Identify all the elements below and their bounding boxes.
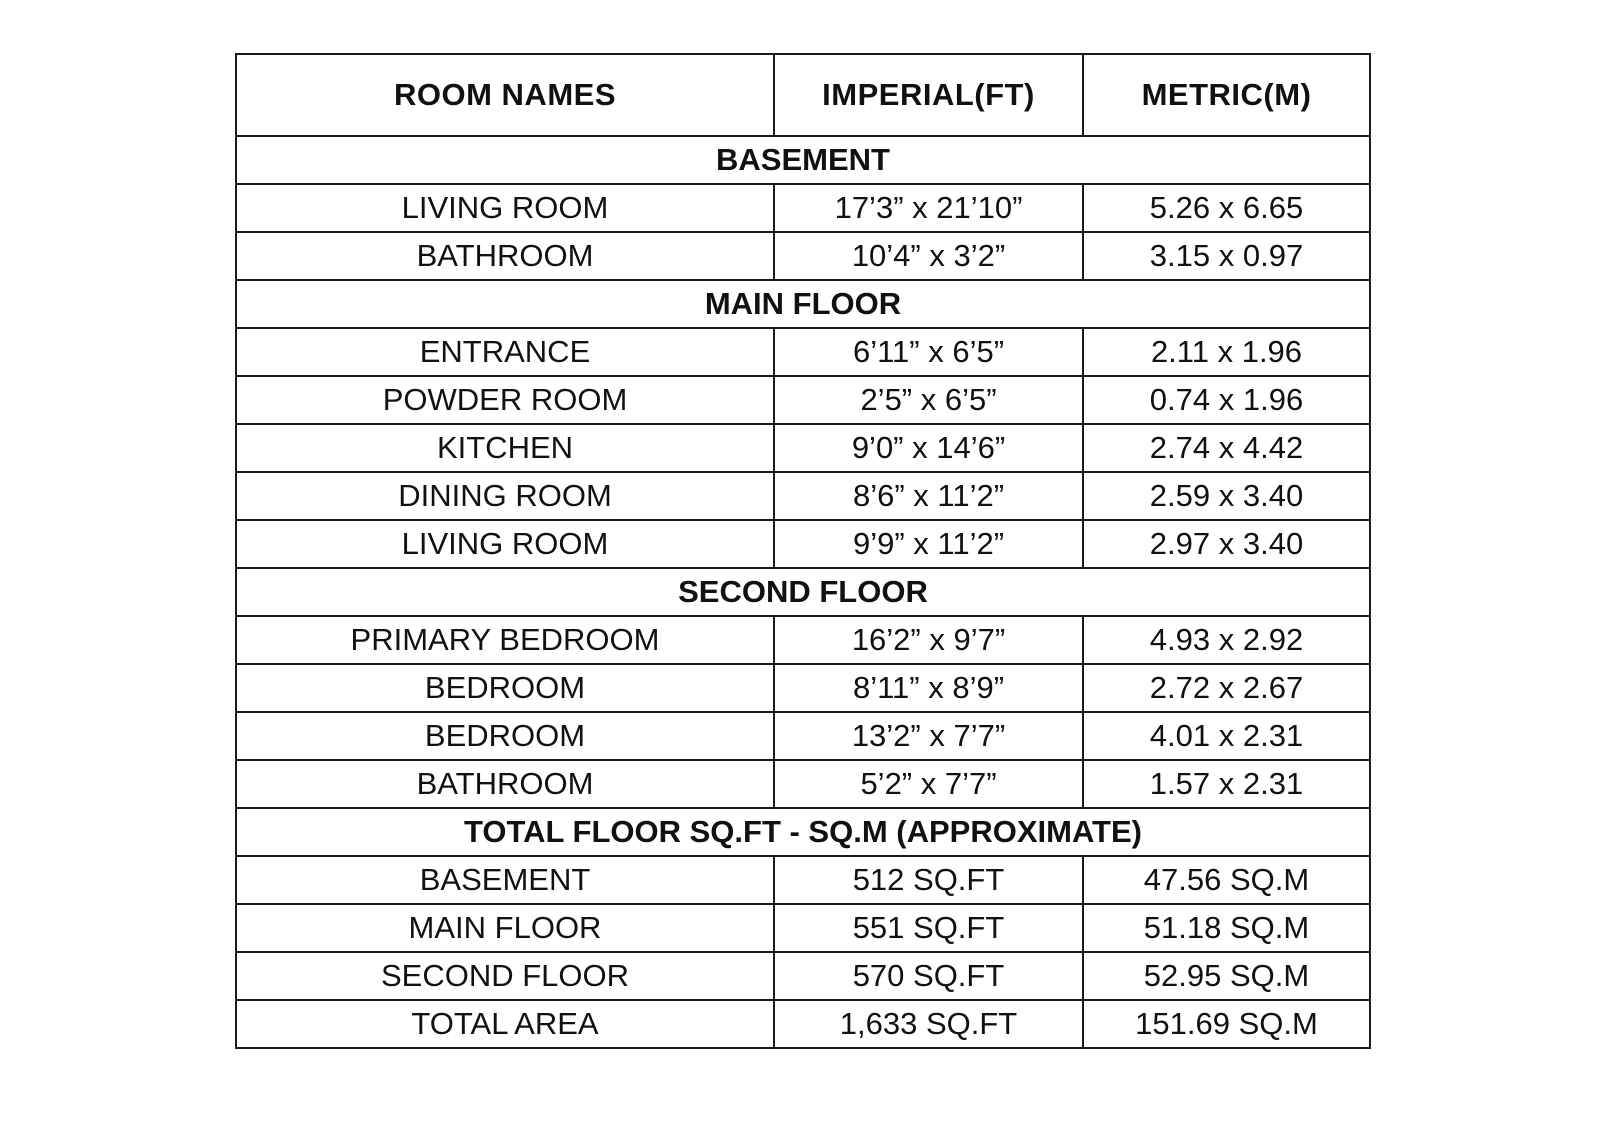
table-row — [236, 472, 1370, 520]
room-name-cell: LIVING ROOM — [236, 520, 774, 568]
metric-cell: 0.74 x 1.96 — [1083, 376, 1370, 424]
table-row — [236, 616, 1370, 664]
metric-cell: 52.95 SQ.M — [1083, 952, 1370, 1000]
table-row — [236, 856, 1370, 904]
room-name-cell: BASEMENT — [236, 856, 774, 904]
metric-cell: 4.93 x 2.92 — [1083, 616, 1370, 664]
imperial-cell: 551 SQ.FT — [774, 904, 1083, 952]
room-name-cell: KITCHEN — [236, 424, 774, 472]
header-metric: METRIC(M) — [1083, 54, 1370, 136]
metric-cell: 151.69 SQ.M — [1083, 1000, 1370, 1048]
imperial-cell: 6’11” x 6’5” — [774, 328, 1083, 376]
imperial-cell: 16’2” x 9’7” — [774, 616, 1083, 664]
metric-cell: 2.72 x 2.67 — [1083, 664, 1370, 712]
section-title: SECOND FLOOR — [236, 568, 1370, 616]
table-row — [236, 712, 1370, 760]
imperial-cell: 8’11” x 8’9” — [774, 664, 1083, 712]
section-row-totals — [236, 808, 1370, 856]
section-title: TOTAL FLOOR SQ.FT - SQ.M (APPROXIMATE) — [236, 808, 1370, 856]
imperial-cell: 8’6” x 11’2” — [774, 472, 1083, 520]
imperial-cell: 5’2” x 7’7” — [774, 760, 1083, 808]
room-name-cell: ENTRANCE — [236, 328, 774, 376]
section-title: BASEMENT — [236, 136, 1370, 184]
room-name-cell: PRIMARY BEDROOM — [236, 616, 774, 664]
metric-cell: 4.01 x 2.31 — [1083, 712, 1370, 760]
metric-cell: 47.56 SQ.M — [1083, 856, 1370, 904]
imperial-cell: 512 SQ.FT — [774, 856, 1083, 904]
table-row — [236, 1000, 1370, 1048]
metric-cell: 3.15 x 0.97 — [1083, 232, 1370, 280]
room-name-cell: BEDROOM — [236, 712, 774, 760]
table-row — [236, 376, 1370, 424]
imperial-cell: 1,633 SQ.FT — [774, 1000, 1083, 1048]
metric-cell: 2.59 x 3.40 — [1083, 472, 1370, 520]
section-row-main-floor — [236, 280, 1370, 328]
room-name-cell: MAIN FLOOR — [236, 904, 774, 952]
imperial-cell: 10’4” x 3’2” — [774, 232, 1083, 280]
metric-cell: 2.74 x 4.42 — [1083, 424, 1370, 472]
imperial-cell: 13’2” x 7’7” — [774, 712, 1083, 760]
room-name-cell: BATHROOM — [236, 760, 774, 808]
room-name-cell: BEDROOM — [236, 664, 774, 712]
room-name-cell: BATHROOM — [236, 232, 774, 280]
room-name-cell: LIVING ROOM — [236, 184, 774, 232]
section-row-second-floor — [236, 568, 1370, 616]
metric-cell: 1.57 x 2.31 — [1083, 760, 1370, 808]
imperial-cell: 2’5” x 6’5” — [774, 376, 1083, 424]
metric-cell: 2.97 x 3.40 — [1083, 520, 1370, 568]
imperial-cell: 570 SQ.FT — [774, 952, 1083, 1000]
room-name-cell: SECOND FLOOR — [236, 952, 774, 1000]
imperial-cell: 9’0” x 14’6” — [774, 424, 1083, 472]
room-name-cell: POWDER ROOM — [236, 376, 774, 424]
header-imperial: IMPERIAL(FT) — [774, 54, 1083, 136]
table-row — [236, 904, 1370, 952]
room-dimensions-table — [235, 53, 1371, 1049]
table-row — [236, 184, 1370, 232]
table-row — [236, 952, 1370, 1000]
table-row — [236, 760, 1370, 808]
table-row — [236, 520, 1370, 568]
table-row — [236, 232, 1370, 280]
metric-cell: 2.11 x 1.96 — [1083, 328, 1370, 376]
header-row — [236, 54, 1370, 136]
room-name-cell: TOTAL AREA — [236, 1000, 774, 1048]
section-title: MAIN FLOOR — [236, 280, 1370, 328]
header-room-names: ROOM NAMES — [236, 54, 774, 136]
room-name-cell: DINING ROOM — [236, 472, 774, 520]
imperial-cell: 17’3” x 21’10” — [774, 184, 1083, 232]
metric-cell: 51.18 SQ.M — [1083, 904, 1370, 952]
table-row — [236, 328, 1370, 376]
metric-cell: 5.26 x 6.65 — [1083, 184, 1370, 232]
section-row-basement — [236, 136, 1370, 184]
table-row — [236, 424, 1370, 472]
table-row — [236, 664, 1370, 712]
imperial-cell: 9’9” x 11’2” — [774, 520, 1083, 568]
